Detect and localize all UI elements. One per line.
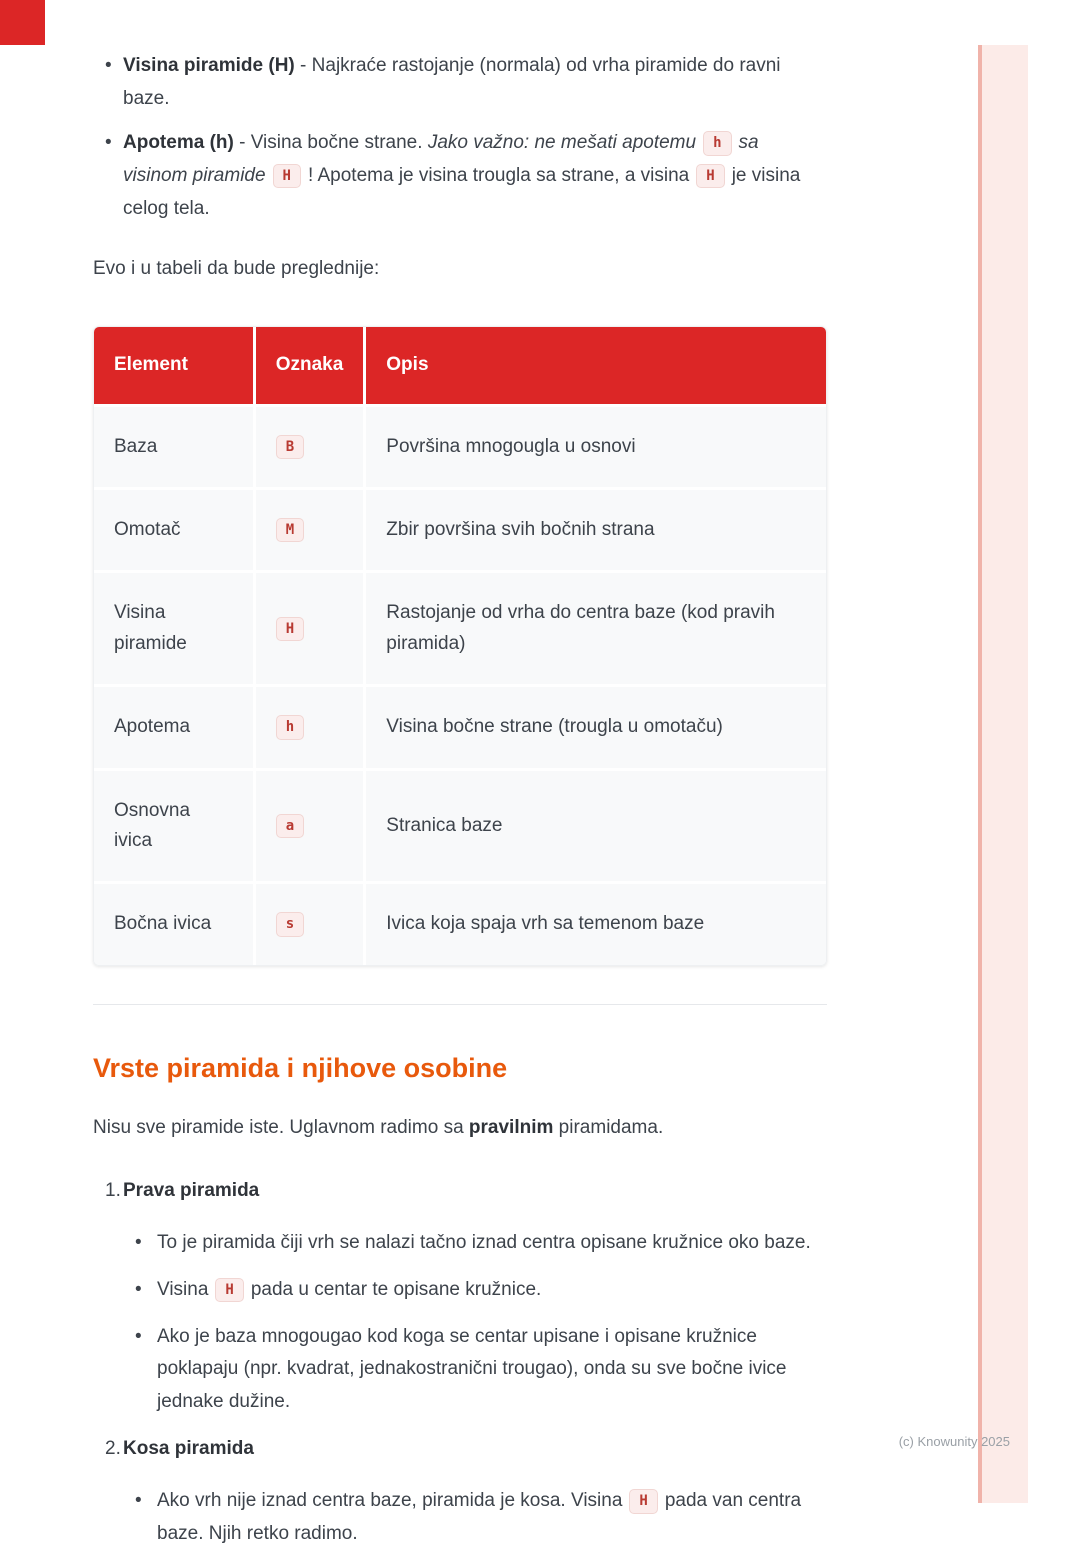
table-row [94, 684, 826, 767]
bullet-text [123, 50, 827, 115]
text-run: Apotema (h) [123, 132, 234, 154]
table-lead-text: Evo i u tabeli da bude preglednije: [93, 258, 380, 280]
text-run: pada u centar te opisane kružnice. [250, 1278, 542, 1300]
sub-bullet-list [93, 1485, 827, 1550]
inline-code-badge: H [629, 1489, 657, 1513]
item-title: Kosa piramida [123, 1437, 254, 1459]
description-cell: Ivica koja spaja vrh sa temenom baze [366, 881, 826, 964]
section-intro-text [93, 1112, 827, 1145]
text-run: Nisu sve piramide iste. Uglavnom radimo sa [93, 1116, 469, 1138]
numbered-item [93, 1175, 827, 1419]
intro-bullet-list [93, 50, 827, 225]
table-row [94, 487, 826, 570]
text-run: Ako vrh nije iznad centra baze, piramida je kosa. Visina [157, 1490, 623, 1512]
text-run: - Visina bočne strane. [233, 132, 428, 154]
mark-badge: B [276, 435, 304, 459]
text-run: ! Apotema je visina trougla sa strane, a visina [307, 165, 690, 187]
pyramid-types-list [93, 1175, 827, 1551]
bullet-item [93, 1227, 827, 1260]
bullet-marker: • [105, 132, 112, 154]
bullet-marker: • [135, 1325, 142, 1347]
bullet-marker: • [105, 55, 112, 76]
pyramid-elements-table [94, 327, 826, 965]
mark-badge: h [276, 715, 304, 739]
numbered-item-heading [93, 1175, 827, 1208]
element-cell: Omotač [94, 487, 256, 570]
section-title: Vrste piramida i njihove osobine [93, 1052, 508, 1083]
text-run: pada van centra baze. Njih retko radimo. [157, 1490, 802, 1544]
section-divider [93, 1004, 827, 1005]
description-cell: Površina mnogougla u osnovi [366, 404, 826, 487]
bullet-item [93, 1274, 827, 1307]
description-cell: Visina bočne strane (trougla u omotaču) [366, 684, 826, 767]
table-row [94, 404, 826, 487]
mark-cell [256, 404, 367, 487]
right-edge-strip [978, 45, 1028, 1503]
text-run: To je piramida čiji vrh se nalazi tačno iznad centra opisane kružnice oko baze. [157, 1232, 811, 1254]
description-cell: Rastojanje od vrha do centra baze (kod pravih piramida) [366, 570, 826, 684]
item-title: Prava piramida [123, 1179, 260, 1201]
table-header-cell: Oznaka [256, 327, 367, 404]
text-run: sa visinom piramide [123, 132, 759, 187]
bullet-marker: • [135, 1278, 142, 1300]
inline-code-badge: H [696, 164, 724, 188]
mark-badge: M [276, 518, 304, 542]
inline-code-badge: H [273, 164, 301, 188]
text-run: Visina piramide (H) [123, 55, 295, 76]
mark-badge: s [276, 912, 304, 936]
element-cell: Osnovna ivica [94, 768, 256, 882]
bullet-marker: • [135, 1490, 142, 1512]
text-run: pravilnim [468, 1116, 554, 1138]
table-header-cell: Element [94, 327, 256, 404]
bullet-text [157, 1321, 827, 1419]
numbered-item-heading [93, 1433, 827, 1466]
numbered-item [93, 1433, 827, 1551]
text-run: je visina celog tela. [123, 165, 801, 219]
table-row [94, 768, 826, 882]
element-cell: Apotema [94, 684, 256, 767]
bullet-text [123, 127, 827, 225]
bullet-item [93, 1485, 827, 1550]
description-cell: Zbir površina svih bočnih strana [366, 487, 826, 570]
text-run: Ako je baza mnogougao kod koga se centar upisane i opisane kružnice poklapaju (npr. kvadrat, jednakostranični trougao), onda su sve bočne ivice jednake dužine. [157, 1325, 787, 1412]
table-row [94, 570, 826, 684]
mark-cell [256, 768, 367, 882]
item-number: 1. [105, 1179, 121, 1201]
bullet-marker: • [135, 1232, 142, 1254]
bullet-text [157, 1274, 827, 1307]
element-cell: Bočna ivica [94, 881, 256, 964]
table-header-cell: Opis [366, 327, 826, 404]
inline-code-badge: h [703, 131, 731, 155]
table-header-row [94, 327, 826, 404]
text-run: Jako važno: ne mešati apotemu [427, 132, 697, 154]
description-cell: Stranica baze [366, 768, 826, 882]
bullet-item [93, 50, 827, 115]
mark-cell [256, 487, 367, 570]
bullet-item [93, 127, 827, 225]
bullet-text [157, 1485, 827, 1550]
document-content [93, 0, 827, 1551]
bullet-text [157, 1227, 827, 1260]
inline-code-badge: H [215, 1278, 243, 1302]
text-run: piramidama. [553, 1116, 664, 1138]
sub-bullet-list [93, 1227, 827, 1418]
table-head [94, 327, 826, 404]
table-body [94, 404, 826, 965]
top-left-accent-square [0, 0, 45, 45]
mark-cell [256, 881, 367, 964]
item-number: 2. [105, 1437, 121, 1459]
mark-cell [256, 684, 367, 767]
mark-cell [256, 570, 367, 684]
element-cell: Visina piramide [94, 570, 256, 684]
elements-table [93, 326, 827, 966]
watermark: (c) Knowunity 2025 [898, 1434, 1010, 1449]
table-row [94, 881, 826, 964]
mark-badge: a [276, 814, 304, 838]
text-run: - Najkraće rastojanje (normala) od vrha piramide do ravni baze. [123, 55, 781, 109]
element-cell: Baza [94, 404, 256, 487]
bullet-item [93, 1321, 827, 1419]
text-run: Visina [157, 1278, 209, 1300]
mark-badge: H [276, 617, 304, 641]
